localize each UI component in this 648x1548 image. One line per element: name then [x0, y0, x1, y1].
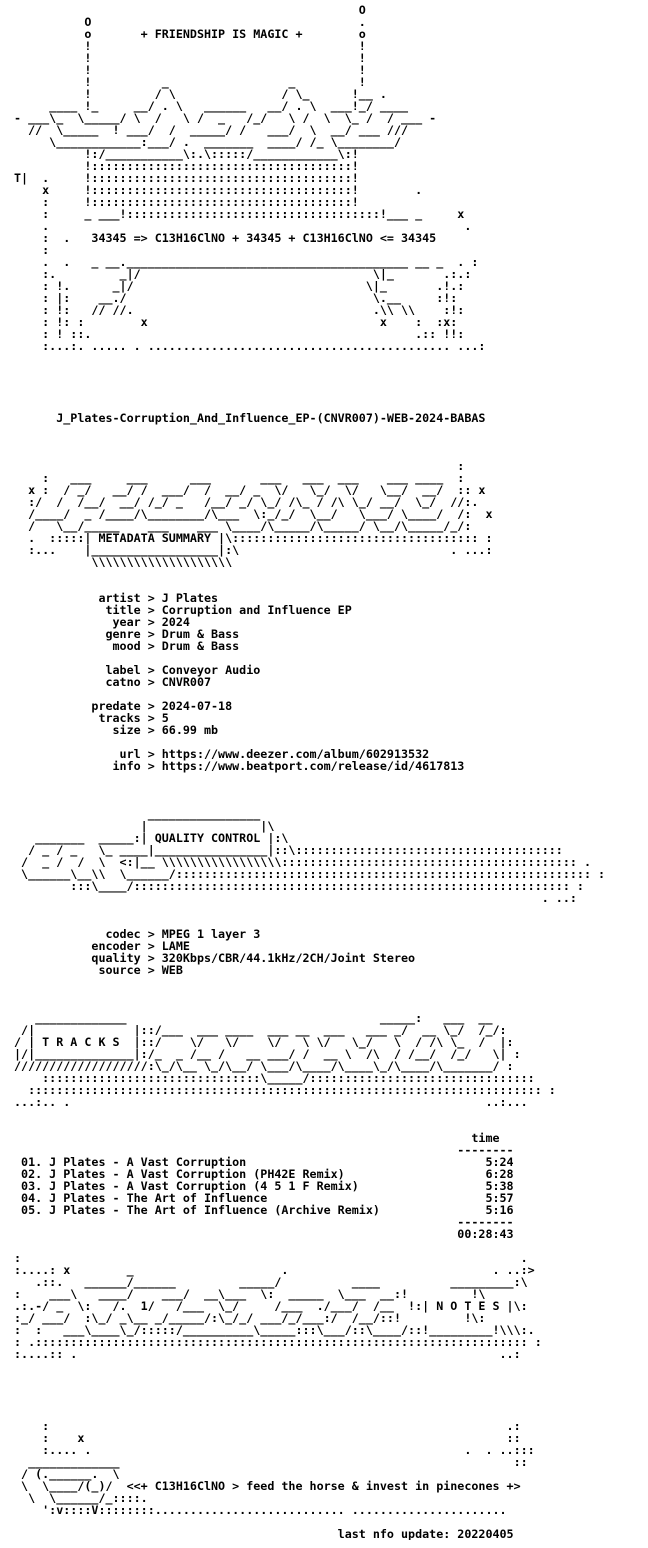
nfo-line: : !. _|/ \|_ .!.: [14, 279, 465, 293]
nfo-line [14, 436, 644, 448]
nfo-line: . . [14, 219, 472, 233]
nfo-ascii-document [14, 4, 644, 1540]
nfo-line: :... |__________________|:\ . ...: [14, 543, 493, 557]
nfo-line: : : ___\____\_/:::::/__________\_____:::\___/::\____/::!_________!\\\:. [14, 1323, 535, 1337]
nfo-line: \ \____/(_)/ <<+ C13H16ClNO > feed the horse & invest in pinecones +> [14, 1479, 521, 1493]
nfo-line: : ___\ ____/ ___/ __\___ \: _____ \___ __:! !\ [14, 1287, 486, 1301]
nfo-line: -------- [14, 1143, 514, 1157]
nfo-line [14, 1108, 644, 1120]
nfo-line: .::. ______/______ _____/ ____ _________:\ [14, 1275, 528, 1289]
nfo-line: x !:::::::::::::::::::::::::::::::::::::! . [14, 183, 423, 197]
nfo-line: ! ! [14, 51, 366, 65]
nfo-line: title > Corruption and Influence EP [14, 603, 352, 617]
nfo-line: : |: __./ \.__ :!: [14, 291, 458, 305]
nfo-line: 05. J Plates - The Art of Influence (Archive Remix) 5:16 [14, 1203, 514, 1217]
nfo-line [14, 904, 644, 916]
nfo-line: ...:.. . ..:... [14, 1095, 528, 1109]
nfo-line: : !:::::::::::::::::::::::::::::::::::::! [14, 195, 359, 209]
nfo-line: 01. J Plates - A Vast Corruption 5:24 [14, 1155, 514, 1169]
nfo-line: : ! ::. .:: !!: [14, 327, 465, 341]
nfo-line: 04. J Plates - The Art of Influence 5:57 [14, 1191, 514, 1205]
nfo-line: . . _ __.________________________________________ __ _ . : [14, 255, 479, 269]
nfo-line: label > Conveyor Audio [14, 663, 261, 677]
nfo-line: : x :: [14, 1431, 521, 1445]
nfo-line: 03. J Plates - A Vast Corruption (4 5 1 F Remix) 5:38 [14, 1179, 514, 1193]
nfo-line: -------- [14, 1215, 514, 1229]
nfo-line: \\\\\\\\\\\\\\\\\\\\ [14, 555, 233, 569]
nfo-line: encoder > LAME [14, 939, 190, 953]
nfo-line: O [14, 4, 366, 17]
nfo-line: artist > J Plates [14, 591, 219, 605]
nfo-line: year > 2024 [14, 615, 190, 629]
nfo-line [14, 388, 644, 400]
nfo-line: ::::::::::::::::::::::::::::::::::::::::::::::::::::::::::::::::::::::::: : [14, 1083, 556, 1097]
nfo-line: catno > CNVR007 [14, 675, 212, 689]
nfo-line [14, 364, 644, 376]
nfo-line: /| |::/___ ___ ____ ___ __ ___ ___ _/ __ \_/ /_/: [14, 1023, 507, 1037]
nfo-line: time [14, 1131, 500, 1145]
nfo-line: last nfo update: 20220405 [14, 1527, 514, 1540]
nfo-line: / (.______. \ [14, 1467, 120, 1481]
nfo-line: : . 34345 => C13H16ClNO + 34345 + C13H16ClNO <= 34345 [14, 231, 437, 245]
nfo-line: _______ _____:| QUALITY CONTROL |:\ [14, 831, 289, 845]
nfo-line: : !: : x x : :x: [14, 315, 458, 329]
nfo-line: / _ / / \ <:|__ \\\\\\\\\\\\\\\\\:::::::::::::::::::::::::::::::::::::::::: . [14, 855, 591, 869]
nfo-line: - ___\_ \_____/ \ / \ / _ /_/ \ / \ \_ / / ___ - [14, 111, 437, 125]
nfo-line: \______\__\\ \______/::::::::::::::::::::::::::::::::::::::::::::::::::::::::::: : [14, 867, 606, 881]
nfo-line: ! ! [14, 63, 366, 77]
nfo-line: : .:::::::::::::::::::::::::::::::::::::::::::::::::::::::::::::::::::::: : [14, 1335, 542, 1349]
nfo-line: ! ! [14, 39, 366, 53]
nfo-line: o + FRIENDSHIP IS MAGIC + o [14, 27, 366, 41]
nfo-line: info > https://www.beatport.com/release/id/4617813 [14, 759, 465, 773]
nfo-line [14, 424, 644, 436]
nfo-line: .:.-/ _ \: /. 1/ /___ \_/ /___ ./___/ /__ !:| N O T E S |\: [14, 1299, 528, 1313]
nfo-line: T| . !:::::::::::::::::::::::::::::::::::::! [14, 171, 359, 185]
nfo-line: source > WEB [14, 963, 183, 977]
nfo-line: :::\____/:::::::::::::::::::::::::::::::::::::::::::::::::::::::::::::: : [14, 879, 584, 893]
nfo-line: ':v::::V::::::::........................... ...................... [14, 1503, 507, 1517]
nfo-line: :.... . . . ..::: [14, 1443, 535, 1457]
nfo-line: ! _ _ ! [14, 75, 366, 89]
nfo-line: 02. J Plates - A Vast Corruption (PH42E Remix) 6:28 [14, 1167, 514, 1181]
nfo-line: : [14, 459, 465, 473]
nfo-line: / _ / _ \_ ____|________________|::\:::::::::::::::::::::::::::::::::::::: [14, 843, 563, 857]
nfo-line: ! / \ / \_ !__ . [14, 87, 387, 101]
nfo-line: : .: [14, 1419, 521, 1433]
nfo-line: . :::::| METADATA SUMMARY |\::::::::::::::::::::::::::::::::::: : [14, 531, 493, 545]
nfo-line: :/ / /__/ __/ /_/ _ /__/ _/ \_/ /\_ / /\ \_/ __/ \_/ //:. [14, 495, 479, 509]
nfo-line: :. _|/ \|_ .:.: [14, 267, 472, 281]
nfo-line: :...:. ..... . ........................................... ...: [14, 339, 486, 353]
nfo-line: :....: x _ . . ..:> [14, 1263, 535, 1277]
nfo-line: | |\ [14, 819, 275, 833]
nfo-line: / \__/_____ ___ ___ \____/\_____/\_____/ \__/\_____/_/: [14, 519, 472, 533]
nfo-line: !:::::::::::::::::::::::::::::::::::::! [14, 159, 359, 173]
nfo-line: : !: // //. .\\ \\ :!: [14, 303, 465, 317]
nfo-line: x : / _/ __/ / ___/ / __/ _ \/ \_/ \/ \__/ __/ :: x [14, 483, 486, 497]
nfo-line [14, 772, 644, 784]
nfo-line: / | T R A C K S |::/ \/ \/ \/ \ \/ \_/ \ / /\ \_ / |: [14, 1035, 514, 1049]
nfo-line: !:/___________\:.\:::::/____________\:! [14, 147, 359, 161]
nfo-line: quality > 320Kbps/CBR/44.1kHz/2CH/Joint Stereo [14, 951, 416, 965]
nfo-line: : [14, 243, 50, 257]
nfo-line: // \_____ ! ___/ / _____/ / ___/ \ __/ ___ /// [14, 123, 409, 137]
nfo-line: O . [14, 15, 366, 29]
nfo-line: :::::::::::::::::::::::::::::::\_____/:::::::::::::::::::::::::::::::: [14, 1071, 535, 1085]
nfo-line: . ..: [14, 891, 577, 905]
nfo-line: : . [14, 1251, 528, 1265]
nfo-line: :_/ ___/ :\_/ _\__ _/_____/:\_/_/ ___/_/___:/ /__/::! !\: [14, 1311, 486, 1325]
nfo-line [14, 1360, 644, 1372]
nfo-line: J_Plates-Corruption_And_Influence_EP-(CNVR007)-WEB-2024-BABAS [14, 411, 486, 425]
nfo-line: /____/ _ /____/\________/\___ \:_/_/ \__/ \___/ \____/ /: x [14, 507, 493, 521]
nfo-line: ____ !_ __/ . \ ______ __/ . \ ___!_/ ____ [14, 99, 409, 113]
nfo-line: \____________:___/ . _______ ____/ /_ \________/ [14, 135, 402, 149]
nfo-line [14, 352, 644, 364]
nfo-line [14, 1384, 644, 1396]
nfo-line: size > 66.99 mb [14, 723, 219, 737]
nfo-line: predate > 2024-07-18 [14, 699, 233, 713]
nfo-line: _____________ :: [14, 1455, 528, 1469]
nfo-line: tracks > 5 [14, 711, 169, 725]
nfo-line: 00:28:43 [14, 1227, 514, 1241]
nfo-line: genre > Drum & Bass [14, 627, 240, 641]
nfo-line: : _ ___!::::::::::::::::::::::::::::::::::::!___ _ x [14, 207, 465, 221]
nfo-line: :....:: . ..: [14, 1347, 521, 1361]
nfo-line [14, 568, 644, 580]
nfo-line [14, 976, 644, 988]
nfo-line [14, 376, 644, 388]
nfo-line [14, 1372, 644, 1384]
nfo-line: : ___ ___ ___ ___ ___ ___ ___ ____ : [14, 471, 465, 485]
nfo-line [14, 1396, 644, 1408]
nfo-line: ///////////////////:\_/\__ \_/\__/ \___/\____/\____\_/\____/\_______/ : [14, 1059, 514, 1073]
nfo-line: |/|______________|:/_ _ /__ / __ ___/ / __ \ /\ / /__/ /_/ \| : [14, 1047, 521, 1061]
nfo-line [14, 784, 644, 796]
nfo-line: _____________ _____: ___ __ [14, 1011, 493, 1025]
nfo-line: ________________ [14, 807, 261, 821]
nfo-line [14, 988, 644, 1000]
nfo-line: url > https://www.deezer.com/album/602913532 [14, 747, 430, 761]
nfo-line: mood > Drum & Bass [14, 639, 240, 653]
nfo-line: codec > MPEG 1 layer 3 [14, 927, 261, 941]
nfo-line: \ \______/_::::. [14, 1491, 148, 1505]
